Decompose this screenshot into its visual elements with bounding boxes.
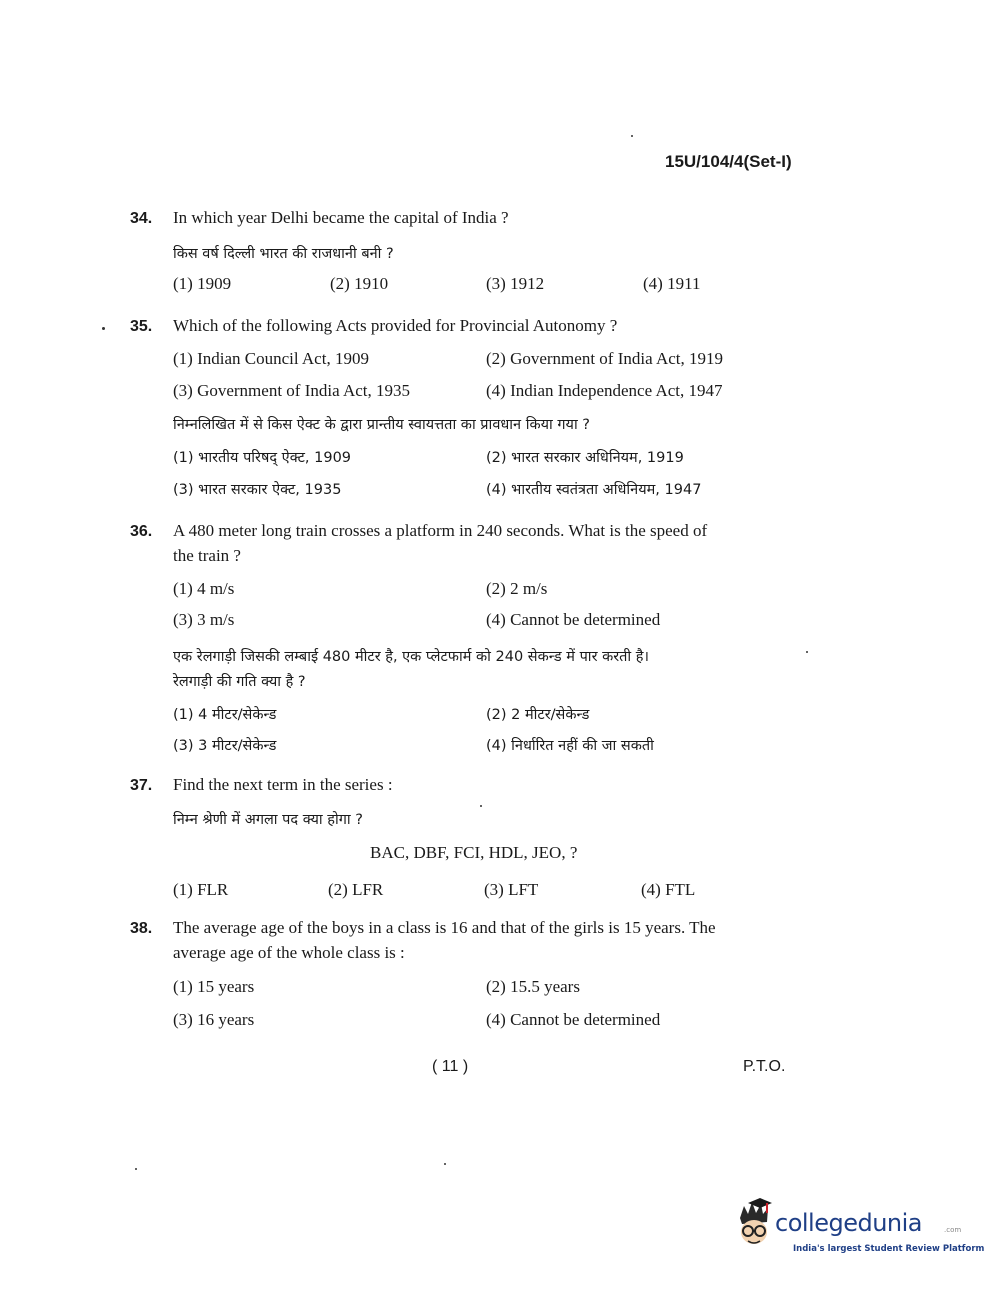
collegedunia-mascot-icon: [734, 1196, 774, 1252]
q34-option-2: (2) 1910: [330, 274, 389, 293]
q38-option-4: (4) Cannot be determined: [486, 1010, 661, 1029]
pto-label: P.T.O.: [743, 1058, 786, 1075]
question-34-text-en: In which year Delhi became the capital of India ?: [173, 208, 509, 227]
q34-option-4: (4) 1911: [643, 274, 701, 293]
question-number-36: 36.: [130, 523, 153, 540]
scan-speck: [444, 1163, 446, 1165]
question-38-text-en-line2: average age of the whole class is :: [173, 943, 405, 962]
question-38-text-en-line1: The average age of the boys in a class is 16 and that of the girls is 15 years. The: [173, 918, 716, 937]
q38-option-1: (1) 15 years: [173, 977, 255, 996]
q38-option-3: (3) 16 years: [173, 1010, 255, 1029]
question-number-35: 35.: [130, 318, 153, 335]
scan-speck: [480, 805, 482, 807]
q36-en-option-4: (4) Cannot be determined: [486, 610, 661, 629]
watermark-tagline: India's largest Student Review Platform: [793, 1244, 985, 1254]
scan-speck: [806, 651, 808, 653]
q36-hi-option-3: (3) 3 मीटर/सेकेन्ड: [173, 738, 277, 754]
q35-en-option-3: (3) Government of India Act, 1935: [173, 381, 410, 400]
question-37-text-en: Find the next term in the series :: [173, 775, 393, 794]
q37-option-3: (3) LFT: [484, 880, 539, 899]
question-36-text-hi-line1: एक रेलगाड़ी जिसकी लम्बाई 480 मीटर है, एक प्लेटफार्म को 240 सेकन्ड में पार करती है।: [173, 649, 649, 665]
q37-series: BAC, DBF, FCI, HDL, JEO, ?: [370, 843, 578, 862]
page-number: ( 11 ): [432, 1058, 469, 1075]
q35-en-option-4: (4) Indian Independence Act, 1947: [486, 381, 723, 400]
question-37-text-hi: निम्न श्रेणी में अगला पद क्या होगा ?: [173, 812, 363, 828]
question-36-text-en-line1: A 480 meter long train crosses a platform in 240 seconds. What is the speed of: [173, 521, 708, 540]
question-35-text-hi: निम्नलिखित में से किस ऐक्ट के द्वारा प्रान्तीय स्वायत्तता का प्रावधान किया गया ?: [173, 417, 591, 433]
question-35-text-en: Which of the following Acts provided for Provincial Autonomy ?: [173, 316, 618, 335]
question-number-34: 34.: [130, 210, 153, 227]
q36-hi-option-2: (2) 2 मीटर/सेकेन्ड: [486, 707, 590, 723]
q34-option-1: (1) 1909: [173, 274, 232, 293]
q35-en-option-2: (2) Government of India Act, 1919: [486, 349, 723, 368]
q36-en-option-1: (1) 4 m/s: [173, 579, 235, 598]
q35-hi-option-3: (3) भारत सरकार ऐक्ट, 1935: [173, 482, 342, 498]
q36-hi-option-1: (1) 4 मीटर/सेकेन्ड: [173, 707, 277, 723]
q35-en-option-1: (1) Indian Council Act, 1909: [173, 349, 369, 368]
watermark-brand: collegedunia: [775, 1209, 923, 1237]
watermark-com: .com: [944, 1226, 962, 1234]
q37-option-1: (1) FLR: [173, 880, 229, 899]
question-number-37: 37.: [130, 777, 153, 794]
q34-option-3: (3) 1912: [486, 274, 545, 293]
scan-speck: [631, 135, 633, 137]
q35-hi-option-1: (1) भारतीय परिषद् ऐक्ट, 1909: [173, 450, 352, 466]
scan-speck: [102, 327, 105, 330]
question-36-text-hi-line2: रेलगाड़ी की गति क्या है ?: [173, 674, 306, 690]
q38-option-2: (2) 15.5 years: [486, 977, 580, 996]
q36-en-option-3: (3) 3 m/s: [173, 610, 235, 629]
q36-hi-option-4: (4) निर्धारित नहीं की जा सकती: [486, 738, 654, 754]
q35-hi-option-2: (2) भारत सरकार अधिनियम, 1919: [486, 450, 684, 466]
paper-code: 15U/104/4(Set-I): [665, 152, 792, 171]
q36-en-option-2: (2) 2 m/s: [486, 579, 548, 598]
question-number-38: 38.: [130, 920, 153, 937]
scan-speck: [135, 1168, 137, 1170]
question-36-text-en-line2: the train ?: [173, 546, 241, 565]
q35-hi-option-4: (4) भारतीय स्वतंत्रता अधिनियम, 1947: [486, 482, 702, 498]
q37-option-2: (2) LFR: [328, 880, 384, 899]
question-34-text-hi: किस वर्ष दिल्ली भारत की राजधानी बनी ?: [173, 246, 394, 262]
q37-option-4: (4) FTL: [641, 880, 696, 899]
